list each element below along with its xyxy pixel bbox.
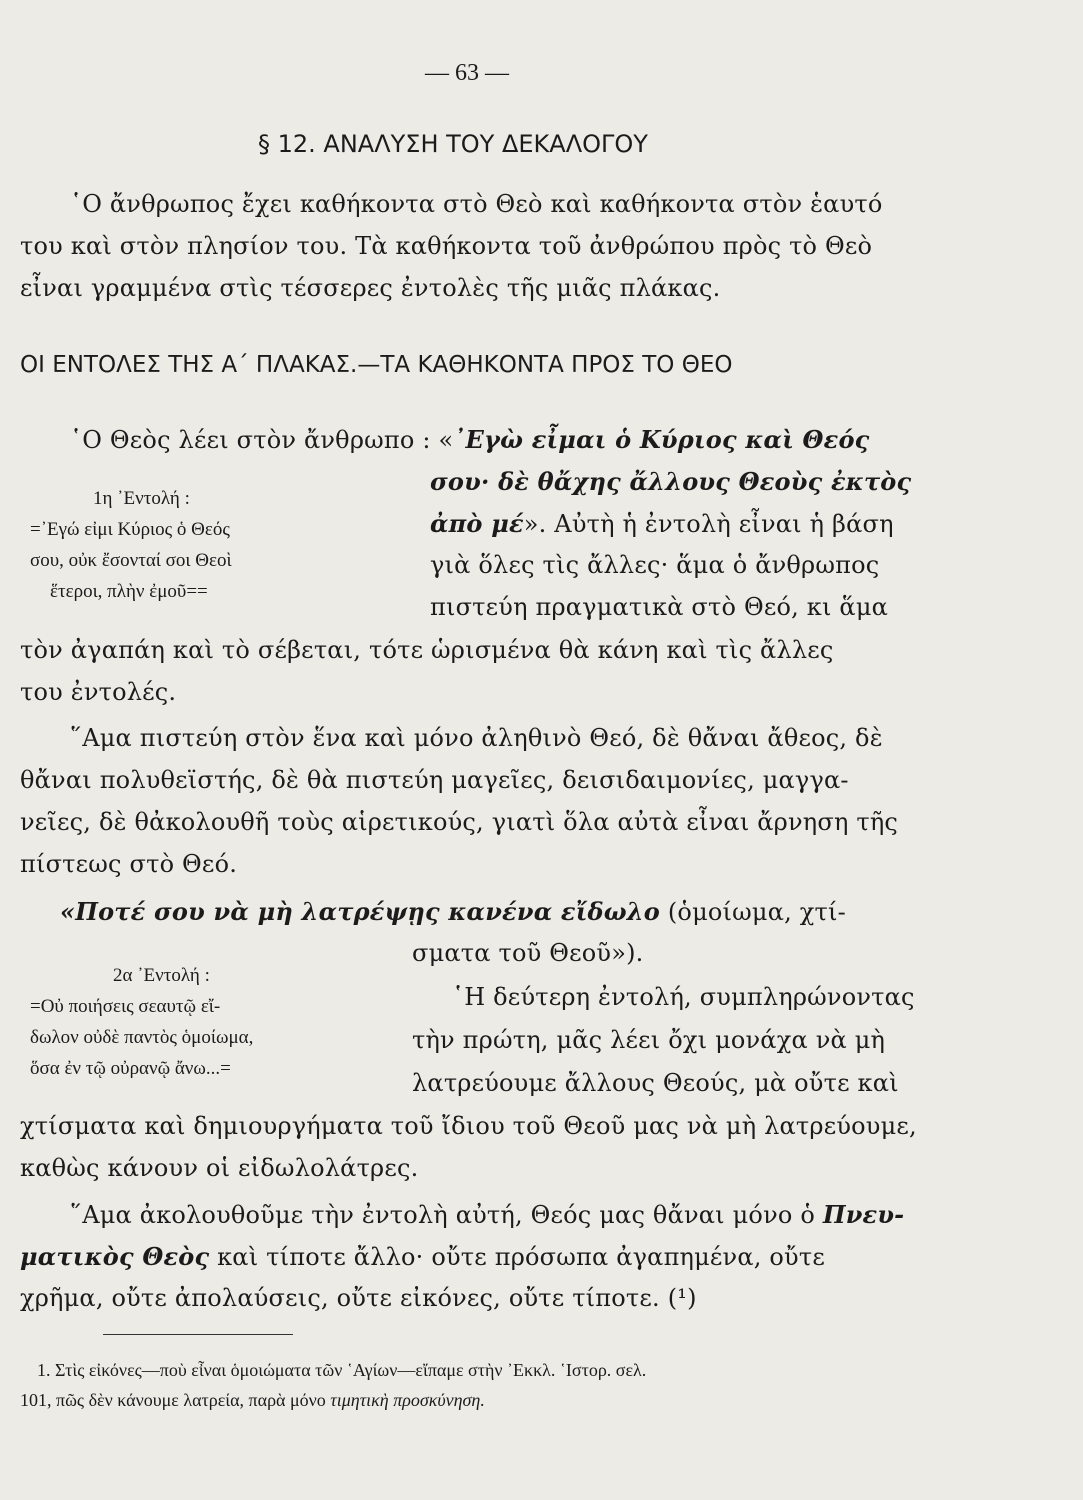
commandment1-margin-4: ἕτεροι, πλὴν ἐμοῦ==: [50, 581, 208, 602]
para2-line-1: ῞Αμα πιστεύη στὸν ἕνα καὶ μόνο ἀληθινὸ Θεό, δὲ θἄναι ἄθεος, δὲ: [70, 724, 883, 752]
commandment1-line-6: τὸν ἀγαπάη καὶ τὸ σέβεται, τότε ὡρισμένα θὰ κάνη καὶ τὶς ἄλλες: [20, 636, 834, 664]
commandment1-quote-1: ᾿Εγὼ εἶμαι ὁ Κύριος καὶ Θεός: [453, 425, 870, 454]
footnote-line-2: [20, 1390, 485, 1411]
commandment1-line-3: [430, 509, 894, 538]
intro-line-2: του καὶ στὸν πλησίον του. Τὰ καθήκοντα τοῦ ἀνθρώπου πρὸς τὸ Θεὸ: [20, 232, 873, 260]
para3-line1-emph: Πνευ-: [822, 1200, 905, 1229]
commandment1-lead-text: ῾Ο Θεὸς λέει στὸν ἄνθρωπο : «: [70, 426, 454, 454]
commandment2-margin-2: =Οὐ ποιήσεις σεαυτῷ εἴ-: [30, 996, 221, 1017]
footnote-rule: [103, 1334, 293, 1335]
para3-line-3: χρῆμα, οὔτε ἀπολαύσεις, οὔτε εἰκόνες, οὔτε τίποτε. (¹): [20, 1284, 697, 1312]
commandment2-paren-1: (ὁμοίωμα, χτί-: [660, 898, 846, 926]
footnote-line2-text: 101, πῶς δὲν κάνουμε λατρεία, παρὰ μόνο: [20, 1390, 331, 1410]
commandment2-line-7: καθὼς κάνουν οἱ εἰδωλολάτρες.: [20, 1154, 419, 1182]
subheading: ΟΙ ΕΝΤΟΛΕΣ ΤΗΣ Α΄ ΠΛΑΚΑΣ.—ΤΑ ΚΑΘΗΚΟΝΤΑ ΠΡΟΣ ΤΟ ΘΕΟ: [20, 352, 733, 378]
commandment2-line-1: [60, 897, 846, 926]
commandment1-lead: [70, 425, 869, 454]
commandment2-line-6: χτίσματα καὶ δημιουργήματα τοῦ ἴδιου τοῦ Θεοῦ μας νὰ μὴ λατρεύουμε,: [20, 1112, 917, 1140]
page-number: — 63 —: [425, 60, 509, 86]
commandment1-quote-3: ἀπὸ μέ: [430, 509, 524, 538]
commandment2-line-4: τὴν πρώτη, μᾶς λέει ὄχι μονάχα νὰ μὴ: [412, 1026, 886, 1054]
footnote-line2-emph: τιμητικὴ προσκύνηση.: [330, 1390, 485, 1410]
commandment1-margin-2: =᾿Εγώ εἰμι Κύριος ὁ Θεός: [30, 519, 230, 540]
para2-line-4: πίστεως στὸ Θεό.: [20, 850, 238, 878]
para3-line-2: [20, 1242, 825, 1271]
commandment2-margin-1: 2α ᾿Εντολή :: [113, 965, 210, 986]
commandment1-line3-rest: ». Αὐτὴ ἡ ἐντολὴ εἶναι ἡ βάση: [523, 510, 894, 538]
commandment1-line-4: γιὰ ὅλες τὶς ἄλλες· ἅμα ὁ ἄνθρωπος: [430, 551, 880, 579]
intro-line-3: εἶναι γραμμένα στὶς τέσσερες ἐντολὲς τῆς μιᾶς πλάκας.: [20, 274, 721, 302]
commandment2-quote: «Ποτέ σου νὰ μὴ λατρέψῃς κανένα εἴδωλο: [60, 897, 661, 926]
commandment1-margin-3: σου, οὐκ ἔσονταί σοι Θεοὶ: [30, 550, 232, 571]
commandment2-paren-2: σματα τοῦ Θεοῦ»).: [412, 939, 644, 967]
para3-line-1: [70, 1200, 904, 1229]
footnote-line-1: 1. Στὶς εἰκόνες—ποὺ εἶναι ὁμοιώματα τῶν ῾Αγίων—εἴπαμε στὴν ᾿Εκκλ. ῾Ιστορ. σελ.: [37, 1360, 647, 1380]
intro-line-1: ῾Ο ἄνθρωπος ἔχει καθήκοντα στὸ Θεὸ καὶ καθήκοντα στὸν ἑαυτό: [70, 190, 883, 218]
commandment2-margin-4: ὅσα ἐν τῷ οὐρανῷ ἄνω...=: [30, 1058, 231, 1079]
commandment1-line-7: του ἐντολές.: [20, 678, 177, 706]
para3-line1-text: ῞Αμα ἀκολουθοῦμε τὴν ἐντολὴ αὐτή, Θεός μας θἄναι μόνο ὁ: [70, 1201, 823, 1229]
commandment1-line-5: πιστεύη πραγματικὰ στὸ Θεό, κι ἅμα: [430, 593, 889, 621]
section-title: § 12. ΑΝΑΛΥΣΗ ΤΟΥ ΔΕΚΑΛΟΓΟΥ: [258, 130, 648, 158]
commandment2-line-5: λατρεύουμε ἄλλους Θεούς, μὰ οὔτε καὶ: [412, 1069, 899, 1097]
commandment2-line-3: ῾Η δεύτερη ἐντολή, συμπληρώνοντας: [452, 983, 915, 1011]
para2-line-3: νεῖες, δὲ θἀκολουθῆ τοὺς αἱρετικούς, γιατὶ ὅλα αὐτὰ εἶναι ἄρνηση τῆς: [20, 808, 899, 836]
para2-line-2: θἄναι πολυθεϊστής, δὲ θὰ πιστεύη μαγεῖες, δεισιδαιμονίες, μαγγα-: [20, 766, 849, 794]
para3-line2-text: καὶ τίποτε ἄλλο· οὔτε πρόσωπα ἀγαπημένα, οὔτε: [209, 1243, 825, 1271]
commandment1-margin-1: 1η ᾿Εντολή :: [93, 488, 190, 509]
commandment1-quote-2: σου· δὲ θἄχης ἄλλους Θεοὺς ἐκτὸς: [430, 467, 912, 496]
para3-line2-emph: ματικὸς Θεὸς: [20, 1242, 210, 1271]
commandment2-margin-3: δωλον οὐδὲ παντὸς ὁμοίωμα,: [30, 1027, 254, 1048]
